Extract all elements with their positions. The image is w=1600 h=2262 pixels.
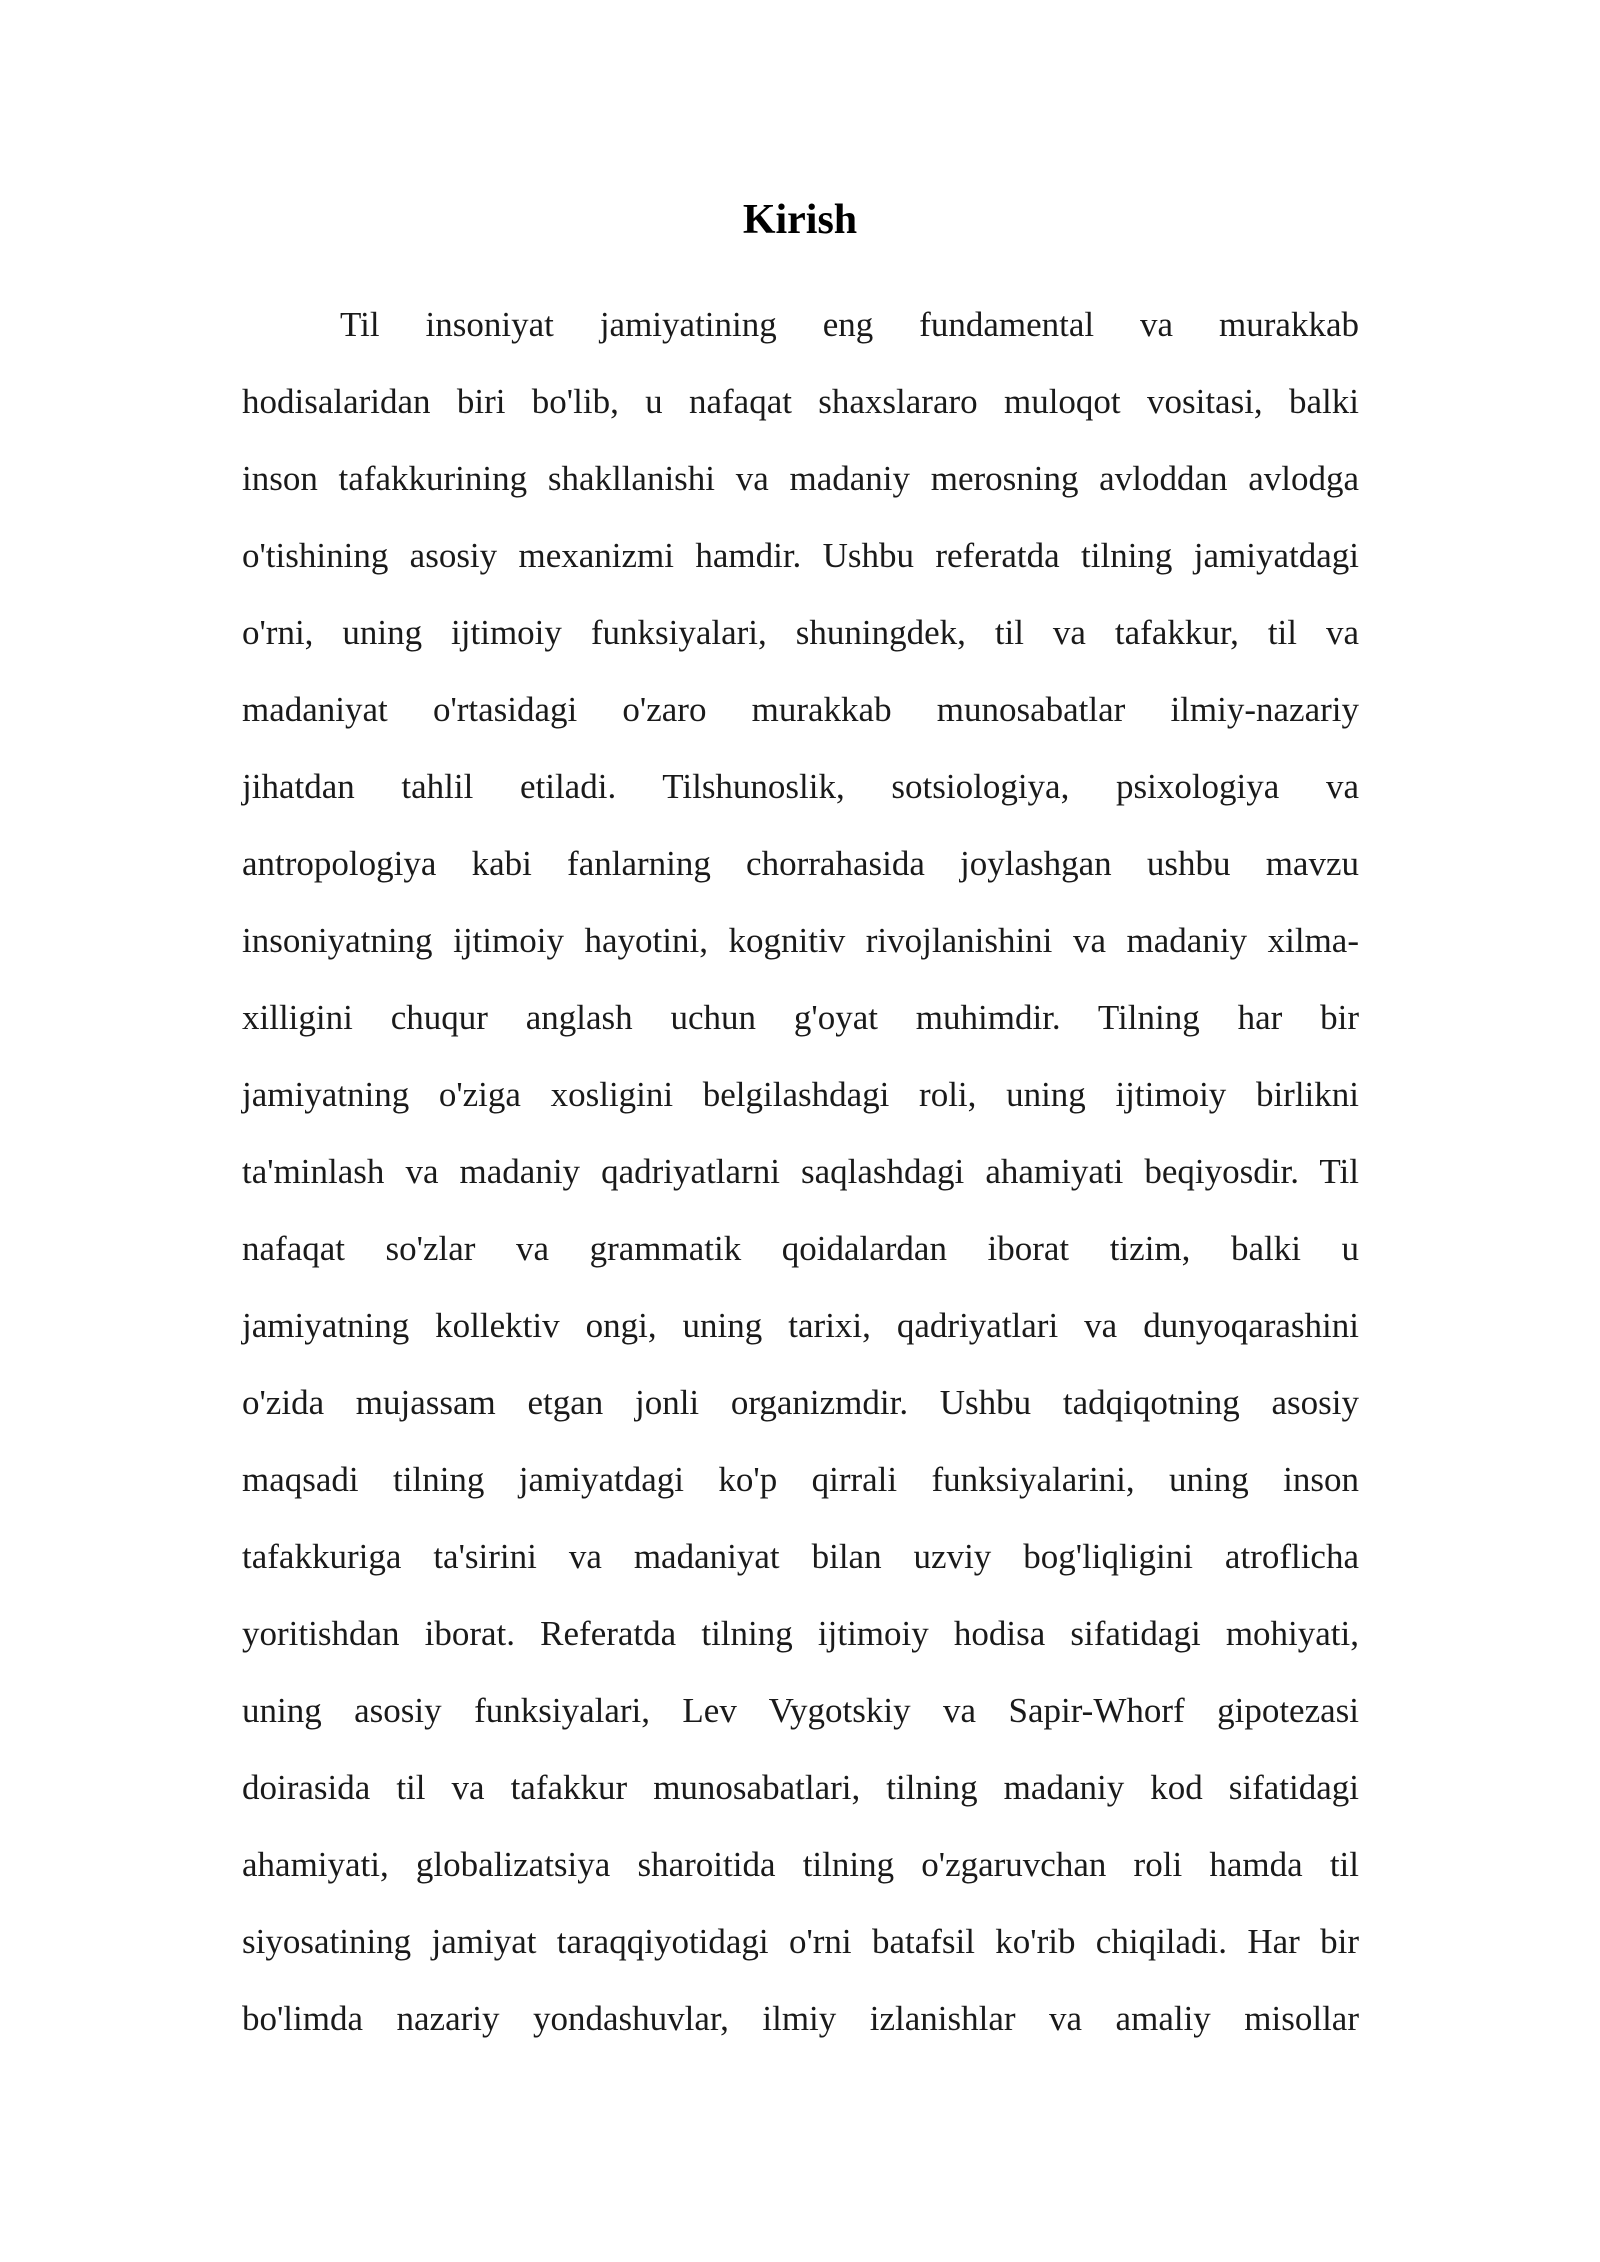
paragraph-line: ta'minlash va madaniy qadriyatlarni saqlashdagi ahamiyati beqiyosdir. Til: [242, 1152, 1359, 1191]
paragraph-line: tafakkuriga ta'sirini va madaniyat bilan uzviy bog'liqligini atroflicha: [242, 1537, 1359, 1576]
paragraph-line: jihatdan tahlil etiladi. Tilshunoslik, sotsiologiya, psixologiya va: [242, 767, 1359, 806]
paragraph-line: antropologiya kabi fanlarning chorrahasida joylashgan ushbu mavzu: [242, 844, 1359, 883]
paragraph-line: ahamiyati, globalizatsiya sharoitida tilning o'zgaruvchan roli hamda til: [242, 1845, 1359, 1884]
paragraph-line: madaniyat o'rtasidagi o'zaro murakkab munosabatlar ilmiy-nazariy: [242, 690, 1359, 729]
paragraph-line: o'zida mujassam etgan jonli organizmdir. Ushbu tadqiqotning asosiy: [242, 1383, 1359, 1422]
paragraph-line: jamiyatning o'ziga xosligini belgilashdagi roli, uning ijtimoiy birlikni: [242, 1075, 1359, 1114]
introduction-paragraph: [242, 286, 1359, 2057]
paragraph-line: maqsadi tilning jamiyatdagi ko'p qirrali funksiyalarini, uning inson: [242, 1460, 1359, 1499]
paragraph-line: bo'limda nazariy yondashuvlar, ilmiy izlanishlar va amaliy misollar: [242, 1999, 1359, 2038]
page-title: Kirish: [742, 197, 858, 243]
paragraph-line: o'tishining asosiy mexanizmi hamdir. Ushbu referatda tilning jamiyatdagi: [242, 536, 1359, 575]
paragraph-line: doirasida til va tafakkur munosabatlari, tilning madaniy kod sifatidagi: [242, 1768, 1359, 1807]
paragraph-line: inson tafakkurining shakllanishi va madaniy merosning avloddan avlodga: [242, 459, 1359, 498]
paragraph-line: hodisalaridan biri bo'lib, u nafaqat shaxslararo muloqot vositasi, balki: [242, 382, 1359, 421]
paragraph-line: xilligini chuqur anglash uchun g'oyat muhimdir. Tilning har bir: [242, 998, 1359, 1037]
paragraph-line: yoritishdan iborat. Referatda tilning ijtimoiy hodisa sifatidagi mohiyati,: [242, 1614, 1359, 1653]
paragraph-line: o'rni, uning ijtimoiy funksiyalari, shuningdek, til va tafakkur, til va: [242, 613, 1359, 652]
paragraph-line: jamiyatning kollektiv ongi, uning tarixi, qadriyatlari va dunyoqarashini: [242, 1306, 1359, 1345]
paragraph-line: siyosatining jamiyat taraqqiyotidagi o'rni batafsil ko'rib chiqiladi. Har bir: [242, 1922, 1359, 1961]
paragraph-line: Til insoniyat jamiyatining eng fundamental va murakkab: [340, 305, 1359, 344]
paragraph-line: uning asosiy funksiyalari, Lev Vygotskiy va Sapir-Whorf gipotezasi: [242, 1691, 1359, 1730]
paragraph-line: insoniyatning ijtimoiy hayotini, kognitiv rivojlanishini va madaniy xilma-: [242, 921, 1359, 960]
paragraph-line: nafaqat so'zlar va grammatik qoidalardan iborat tizim, balki u: [242, 1229, 1359, 1268]
